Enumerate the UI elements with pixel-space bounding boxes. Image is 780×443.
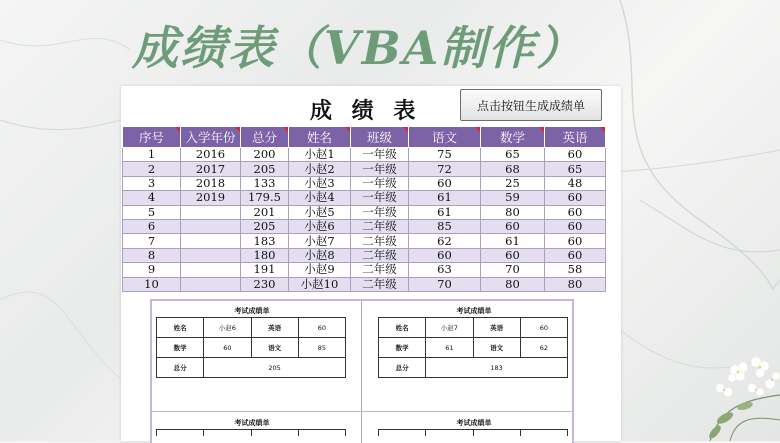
- math-label: 数学: [157, 338, 204, 358]
- report-card-table: [378, 429, 568, 436]
- table-cell[interactable]: 80: [481, 277, 545, 291]
- name-label: 姓名: [379, 318, 426, 338]
- table-cell[interactable]: 205: [241, 219, 289, 233]
- table-cell[interactable]: 1: [123, 148, 181, 162]
- table-cell[interactable]: 二年级: [351, 219, 409, 233]
- table-cell[interactable]: 60: [481, 219, 545, 233]
- chinese-label: 语文: [251, 338, 298, 358]
- table-cell[interactable]: [181, 263, 241, 277]
- table-cell[interactable]: 小赵9: [289, 263, 351, 277]
- table-cell[interactable]: 60: [545, 234, 606, 248]
- table-cell[interactable]: 70: [481, 263, 545, 277]
- table-cell[interactable]: 小赵7: [289, 234, 351, 248]
- table-cell[interactable]: 75: [409, 148, 481, 162]
- table-cell[interactable]: [181, 234, 241, 248]
- generate-report-button[interactable]: 点击按钮生成成绩单: [460, 89, 602, 121]
- math-label: 数学: [379, 338, 426, 358]
- table-cell[interactable]: 二年级: [351, 277, 409, 291]
- math-value: 60: [204, 338, 251, 358]
- header-cell: 语文: [409, 127, 481, 148]
- table-cell[interactable]: 一年级: [351, 191, 409, 205]
- table-cell[interactable]: 60: [545, 148, 606, 162]
- table-cell[interactable]: 6: [123, 219, 181, 233]
- chinese-value: 62: [520, 338, 567, 358]
- table-cell[interactable]: 一年级: [351, 205, 409, 219]
- total-label: 总分: [379, 358, 426, 378]
- table-cell[interactable]: 一年级: [351, 162, 409, 176]
- table-cell[interactable]: 61: [409, 191, 481, 205]
- table-cell[interactable]: 60: [545, 248, 606, 262]
- table-cell[interactable]: 201: [241, 205, 289, 219]
- table-cell[interactable]: 小赵5: [289, 205, 351, 219]
- table-cell[interactable]: 60: [545, 191, 606, 205]
- table-cell[interactable]: 3: [123, 176, 181, 190]
- table-cell[interactable]: 58: [545, 263, 606, 277]
- total-value: 205: [204, 358, 346, 378]
- table-cell[interactable]: [181, 205, 241, 219]
- table-row: [123, 162, 606, 176]
- table-cell[interactable]: 10: [123, 277, 181, 291]
- table-cell[interactable]: 9: [123, 263, 181, 277]
- table-header-row: [123, 127, 606, 148]
- table-cell[interactable]: 60: [545, 205, 606, 219]
- report-card: [156, 417, 348, 436]
- english-value: 60: [520, 318, 567, 338]
- total-value: 183: [426, 358, 568, 378]
- report-card-title: 考试成绩单: [456, 419, 492, 427]
- table-cell[interactable]: 二年级: [351, 248, 409, 262]
- report-card-title: 考试成绩单: [234, 419, 270, 427]
- report-card: [156, 305, 348, 378]
- report-card-title: 考试成绩单: [456, 307, 492, 315]
- card-divider: [152, 411, 572, 412]
- table-cell[interactable]: 60: [409, 176, 481, 190]
- header-cell: 英语: [545, 127, 606, 148]
- table-cell[interactable]: 61: [409, 205, 481, 219]
- table-row: [123, 191, 606, 205]
- report-card: [378, 305, 570, 378]
- report-cards-area: [150, 299, 574, 443]
- table-cell[interactable]: 180: [241, 248, 289, 262]
- report-card-table: [156, 429, 346, 436]
- english-label: 英语: [473, 318, 520, 338]
- table-cell[interactable]: 二年级: [351, 234, 409, 248]
- table-row: [123, 234, 606, 248]
- table-cell[interactable]: 133: [241, 176, 289, 190]
- table-cell[interactable]: 小赵2: [289, 162, 351, 176]
- table-cell[interactable]: 小赵1: [289, 148, 351, 162]
- name-value: 小赵7: [426, 318, 473, 338]
- flower-decoration-icon: [690, 340, 780, 441]
- table-cell[interactable]: 2: [123, 162, 181, 176]
- table-cell[interactable]: 小赵10: [289, 277, 351, 291]
- table-cell[interactable]: 230: [241, 277, 289, 291]
- table-cell[interactable]: 191: [241, 263, 289, 277]
- table-cell[interactable]: 60: [409, 248, 481, 262]
- table-cell[interactable]: 小赵6: [289, 219, 351, 233]
- header-cell: 数学: [481, 127, 545, 148]
- name-value: 小赵6: [204, 318, 251, 338]
- table-cell[interactable]: 70: [409, 277, 481, 291]
- table-row: [123, 277, 606, 291]
- table-cell[interactable]: 60: [481, 248, 545, 262]
- table-cell[interactable]: 85: [409, 219, 481, 233]
- table-cell[interactable]: 200: [241, 148, 289, 162]
- table-cell[interactable]: 80: [481, 205, 545, 219]
- table-cell[interactable]: [181, 219, 241, 233]
- score-table: [122, 126, 606, 292]
- math-value: 61: [426, 338, 473, 358]
- table-cell[interactable]: 7: [123, 234, 181, 248]
- table-row: [123, 219, 606, 233]
- table-cell[interactable]: 5: [123, 205, 181, 219]
- table-cell[interactable]: 60: [545, 219, 606, 233]
- header-cell: 姓名: [289, 127, 351, 148]
- table-cell[interactable]: 68: [481, 162, 545, 176]
- report-card-title: 考试成绩单: [234, 307, 270, 315]
- name-label: 姓名: [157, 318, 204, 338]
- table-cell[interactable]: 61: [481, 234, 545, 248]
- english-label: 英语: [251, 318, 298, 338]
- table-cell[interactable]: 小赵8: [289, 248, 351, 262]
- chinese-label: 语文: [473, 338, 520, 358]
- table-cell[interactable]: 72: [409, 162, 481, 176]
- table-cell[interactable]: 2019: [181, 191, 241, 205]
- table-cell[interactable]: 2016: [181, 148, 241, 162]
- table-cell[interactable]: 80: [545, 277, 606, 291]
- table-cell[interactable]: 一年级: [351, 148, 409, 162]
- report-card: [378, 417, 570, 436]
- table-row: [123, 176, 606, 190]
- card-divider: [361, 301, 362, 443]
- table-cell[interactable]: 62: [409, 234, 481, 248]
- total-label: 总分: [157, 358, 204, 378]
- report-card-table: [378, 317, 568, 378]
- header-cell: 总分: [241, 127, 289, 148]
- table-row: [123, 148, 606, 162]
- table-cell[interactable]: 179.5: [241, 191, 289, 205]
- table-cell[interactable]: 小赵4: [289, 191, 351, 205]
- header-cell: 入学年份: [181, 127, 241, 148]
- table-cell[interactable]: 2018: [181, 176, 241, 190]
- table-cell[interactable]: 48: [545, 176, 606, 190]
- sheet-title: 成 绩 表: [310, 98, 422, 124]
- table-cell[interactable]: 一年级: [351, 176, 409, 190]
- table-cell[interactable]: 小赵3: [289, 176, 351, 190]
- table-cell[interactable]: 二年级: [351, 263, 409, 277]
- report-card-table: [156, 317, 346, 378]
- table-cell[interactable]: [181, 277, 241, 291]
- header-cell: 班级: [351, 127, 409, 148]
- table-row: [123, 263, 606, 277]
- table-cell[interactable]: 63: [409, 263, 481, 277]
- table-row: [123, 205, 606, 219]
- chinese-value: 85: [298, 338, 345, 358]
- table-cell[interactable]: 65: [545, 162, 606, 176]
- banner-title: 成绩表（VBA制作）: [132, 21, 585, 75]
- table-cell[interactable]: 4: [123, 191, 181, 205]
- header-cell: 序号: [123, 127, 181, 148]
- table-cell[interactable]: [181, 248, 241, 262]
- table-cell[interactable]: 8: [123, 248, 181, 262]
- table-cell[interactable]: 25: [481, 176, 545, 190]
- table-cell[interactable]: 59: [481, 191, 545, 205]
- table-cell[interactable]: 2017: [181, 162, 241, 176]
- table-cell[interactable]: 183: [241, 234, 289, 248]
- english-value: 60: [298, 318, 345, 338]
- table-cell[interactable]: 205: [241, 162, 289, 176]
- table-row: [123, 248, 606, 262]
- table-cell[interactable]: 65: [481, 148, 545, 162]
